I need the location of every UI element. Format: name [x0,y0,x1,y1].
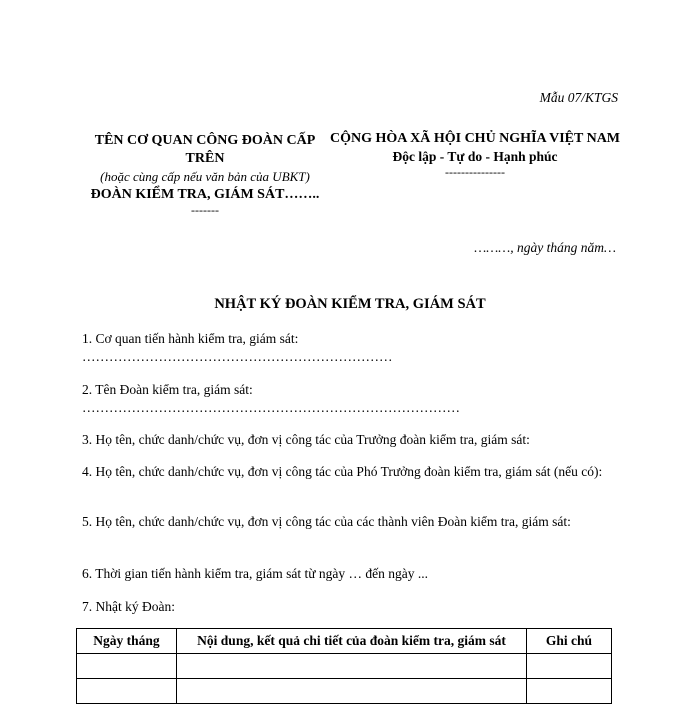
item-1-fill-dots: …………………………………………………………… [82,349,393,364]
agency-note: (hoặc cùng cấp nếu văn bản của UBKT) [100,169,310,184]
issuing-agency-block [80,132,330,216]
national-motto-block [330,130,620,178]
item-2-fill-dots: ………………………………………………………………………… [82,400,460,415]
header-date: Ngày tháng [77,629,177,654]
parent-agency-name: TÊN CƠ QUAN CÔNG ĐOÀN CẤP TRÊN [94,133,316,166]
right-divider: --------------- [445,165,505,179]
item-5: 5. Họ tên, chức danh/chức vụ, đơn vị công tác của các thành viên Đoàn kiểm tra, giám sát: [82,514,571,529]
item-2 [82,381,622,417]
table-cell[interactable] [527,654,612,679]
item-6: 6. Thời gian tiến hành kiểm tra, giám sát từ ngày … đến ngày ... [82,566,429,581]
item-3: 3. Họ tên, chức danh/chức vụ, đơn vị công tác của Trưởng đoàn kiểm tra, giám sát: [82,432,530,447]
table-cell[interactable] [177,654,527,679]
item-1-label: 1. Cơ quan tiến hành kiểm tra, giám sát: [82,331,299,346]
header-content: Nội dung, kết quả chi tiết của đoàn kiểm tra, giám sát [177,629,527,654]
journal-table [76,628,612,704]
left-divider: ------- [191,203,219,217]
item-4: 4. Họ tên, chức danh/chức vụ, đơn vị công tác của Phó Trưởng đoàn kiểm tra, giám sát (nếu có): [82,464,603,479]
country-name: CỘNG HÒA XÃ HỘI CHỦ NGHĨA VIỆT NAM [330,131,621,146]
document-title: NHẬT KÝ ĐOÀN KIỂM TRA, GIÁM SÁT [214,296,486,312]
table-cell[interactable] [77,654,177,679]
motto: Độc lập - Tự do - Hạnh phúc [392,149,558,164]
table-row [77,654,612,679]
date-line: ………, ngày tháng năm… [474,240,616,255]
item-1 [82,330,622,366]
item-7: 7. Nhật ký Đoàn: [82,599,175,614]
item-2-label: 2. Tên Đoàn kiểm tra, giám sát: [82,382,253,397]
table-header-row [77,629,612,654]
inspection-team-name: ĐOÀN KIỂM TRA, GIÁM SÁT…….. [90,187,320,202]
form-code: Mẫu 07/KTGS [539,90,618,105]
header-note: Ghi chú [527,629,612,654]
